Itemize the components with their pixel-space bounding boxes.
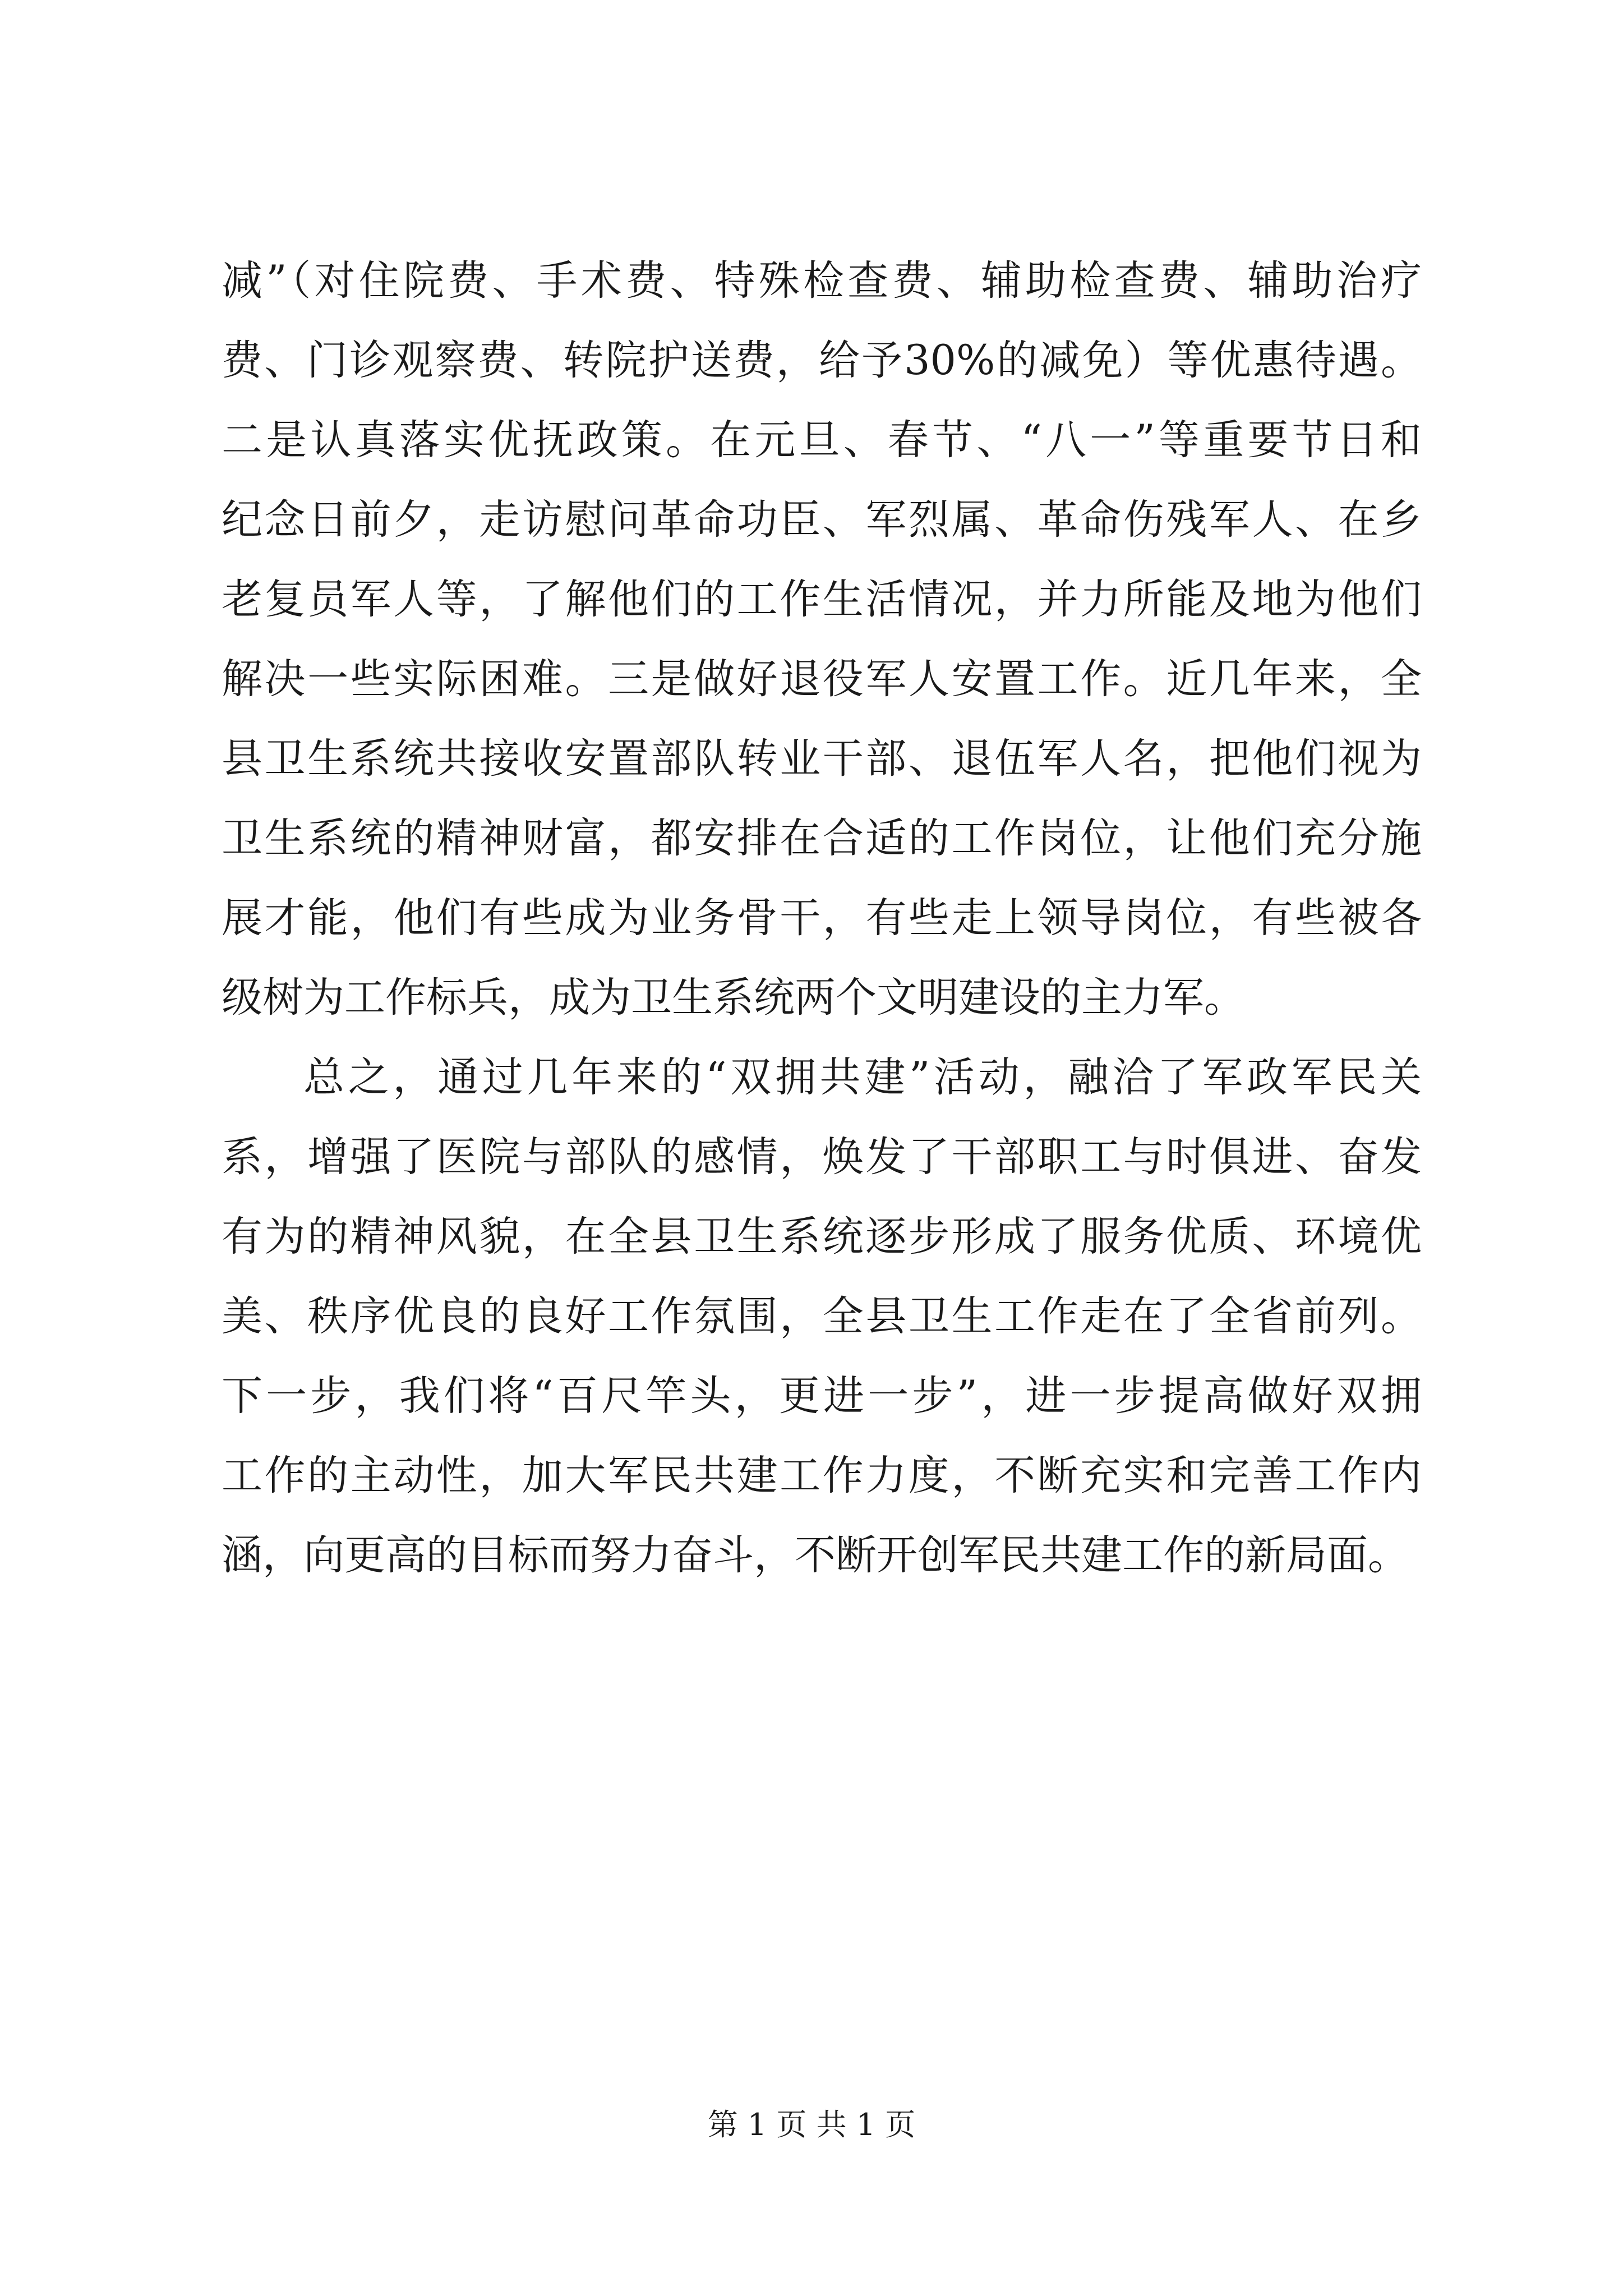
- document-body: [222, 241, 1422, 1595]
- text-line: 减”（对住院费、手术费、特殊检查费、辅助检查费、辅助治疗: [222, 257, 1422, 305]
- text-line: 解决一些实际困难。三是做好退役军人安置工作。近几年来，全: [222, 655, 1422, 703]
- text-line: 展才能，他们有些成为业务骨干，有些走上领导岗位，有些被各: [222, 894, 1422, 942]
- text-line: 有为的精神风貌，在全县卫生系统逐步形成了服务优质、环境优: [222, 1213, 1422, 1260]
- paragraph-continuation: [222, 241, 1422, 1038]
- text-line: 下一步，我们将“百尺竿头，更进一步”，进一步提高做好双拥: [222, 1372, 1422, 1420]
- page-number-label: 第 1 页 共 1 页: [707, 2107, 916, 2142]
- text-line: 涵，向更高的目标而努力奋斗，不断开创军民共建工作的新局面。: [222, 1531, 1409, 1579]
- text-line: 二是认真落实优抚政策。在元旦、春节、“八一”等重要节日和: [222, 416, 1422, 464]
- text-line: 纪念日前夕，走访慰问革命功臣、军烈属、革命伤残军人、在乡: [222, 496, 1422, 544]
- text-line: 老复员军人等，了解他们的工作生活情况，并力所能及地为他们: [222, 576, 1422, 623]
- text-line: 费、门诊观察费、转院护送费，给予30%的减免）等优惠待遇。: [222, 337, 1422, 384]
- text-line: 县卫生系统共接收安置部队转业干部、退伍军人名，把他们视为: [222, 735, 1422, 783]
- text-line: 总之，通过几年来的“双拥共建”活动，融洽了军政军民关: [303, 1053, 1422, 1101]
- text-line: 卫生系统的精神财富，都安排在合适的工作岗位，让他们充分施: [222, 815, 1422, 862]
- text-line: 工作的主动性，加大军民共建工作力度，不断充实和完善工作内: [222, 1452, 1422, 1499]
- page-footer: [0, 2102, 1623, 2147]
- text-line: 系，增强了医院与部队的感情，焕发了干部职工与时俱进、奋发: [222, 1133, 1422, 1181]
- text-line: 美、秩序优良的良好工作氛围，全县卫生工作走在了全省前列。: [222, 1292, 1422, 1340]
- paragraph-conclusion: [222, 1038, 1422, 1595]
- text-line: 级树为工作标兵，成为卫生系统两个文明建设的主力军。: [222, 974, 1245, 1022]
